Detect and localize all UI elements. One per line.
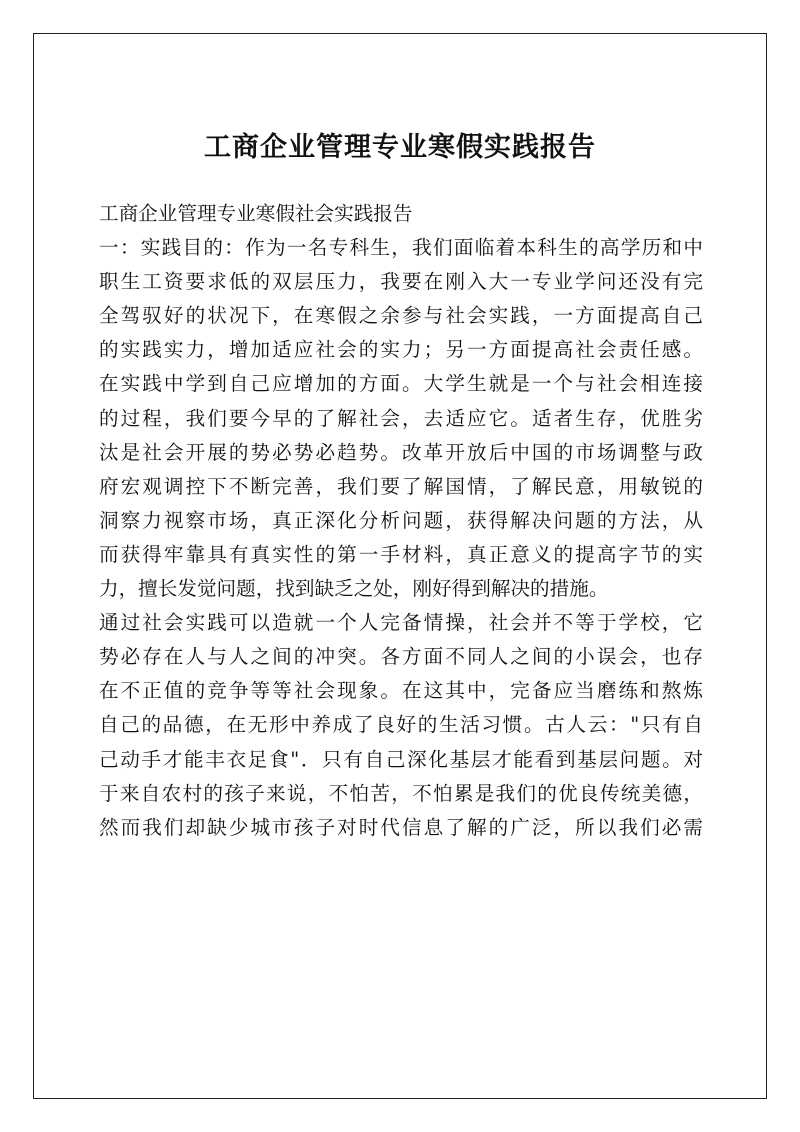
body-line: 的实践实力，增加适应社会的实力；另一方面提高社会责任感。 bbox=[99, 338, 703, 362]
body-line: 府宏观调控下不断完善，我们要了解国情，了解民意，用敏锐的 bbox=[99, 474, 703, 498]
body-line: 在不正值的竞争等等社会现象。在这其中，完备应当磨练和熬炼 bbox=[99, 679, 703, 703]
body-line: 职生工资要求低的双层压力，我要在刚入大一专业学问还没有完 bbox=[99, 270, 703, 294]
body-line: 而获得牢靠具有真实性的第一手材料，真正意义的提高字节的实 bbox=[99, 542, 703, 566]
body-line: 汰是社会开展的势必势必趋势。改革开放后中国的市场调整与政 bbox=[99, 440, 703, 464]
body-line: 势必存在人与人之间的冲突。各方面不同人之间的小误会，也存 bbox=[99, 645, 703, 669]
body-line: 通过社会实践可以造就一个人完备情操，社会并不等于学校，它 bbox=[99, 611, 703, 635]
body-line: 全驾驭好的状况下，在寒假之余参与社会实践，一方面提高自己 bbox=[99, 304, 703, 328]
body-line: 在实践中学到自己应增加的方面。大学生就是一个与社会相连接 bbox=[99, 372, 703, 396]
body-line: 于来自农村的孩子来说，不怕苦，不怕累是我们的优良传统美德， bbox=[99, 781, 703, 805]
body-line: 工商企业管理专业寒假社会实践报告 bbox=[99, 202, 413, 225]
body-line: 的过程，我们要今早的了解社会，去适应它。适者生存，优胜劣 bbox=[99, 406, 703, 430]
body-line: 一：实践目的：作为一名专科生，我们面临着本科生的高学历和中 bbox=[99, 236, 703, 260]
body-line: 自己的品德，在无形中养成了良好的生活习惯。古人云："只有自 bbox=[99, 713, 703, 737]
document-body bbox=[99, 197, 703, 845]
body-line: 己动手才能丰衣足食"．只有自己深化基层才能看到基层问题。对 bbox=[99, 747, 703, 771]
body-line: 洞察力视察市场，真正深化分析问题，获得解决问题的方法，从 bbox=[99, 508, 703, 532]
body-line: 力，擅长发觉问题，找到缺乏之处，刚好得到解决的措施。 bbox=[99, 577, 609, 601]
document-title: 工商企业管理专业寒假实践报告 bbox=[204, 132, 596, 163]
body-line: 然而我们却缺少城市孩子对时代信息了解的广泛，所以我们必需 bbox=[99, 815, 703, 839]
